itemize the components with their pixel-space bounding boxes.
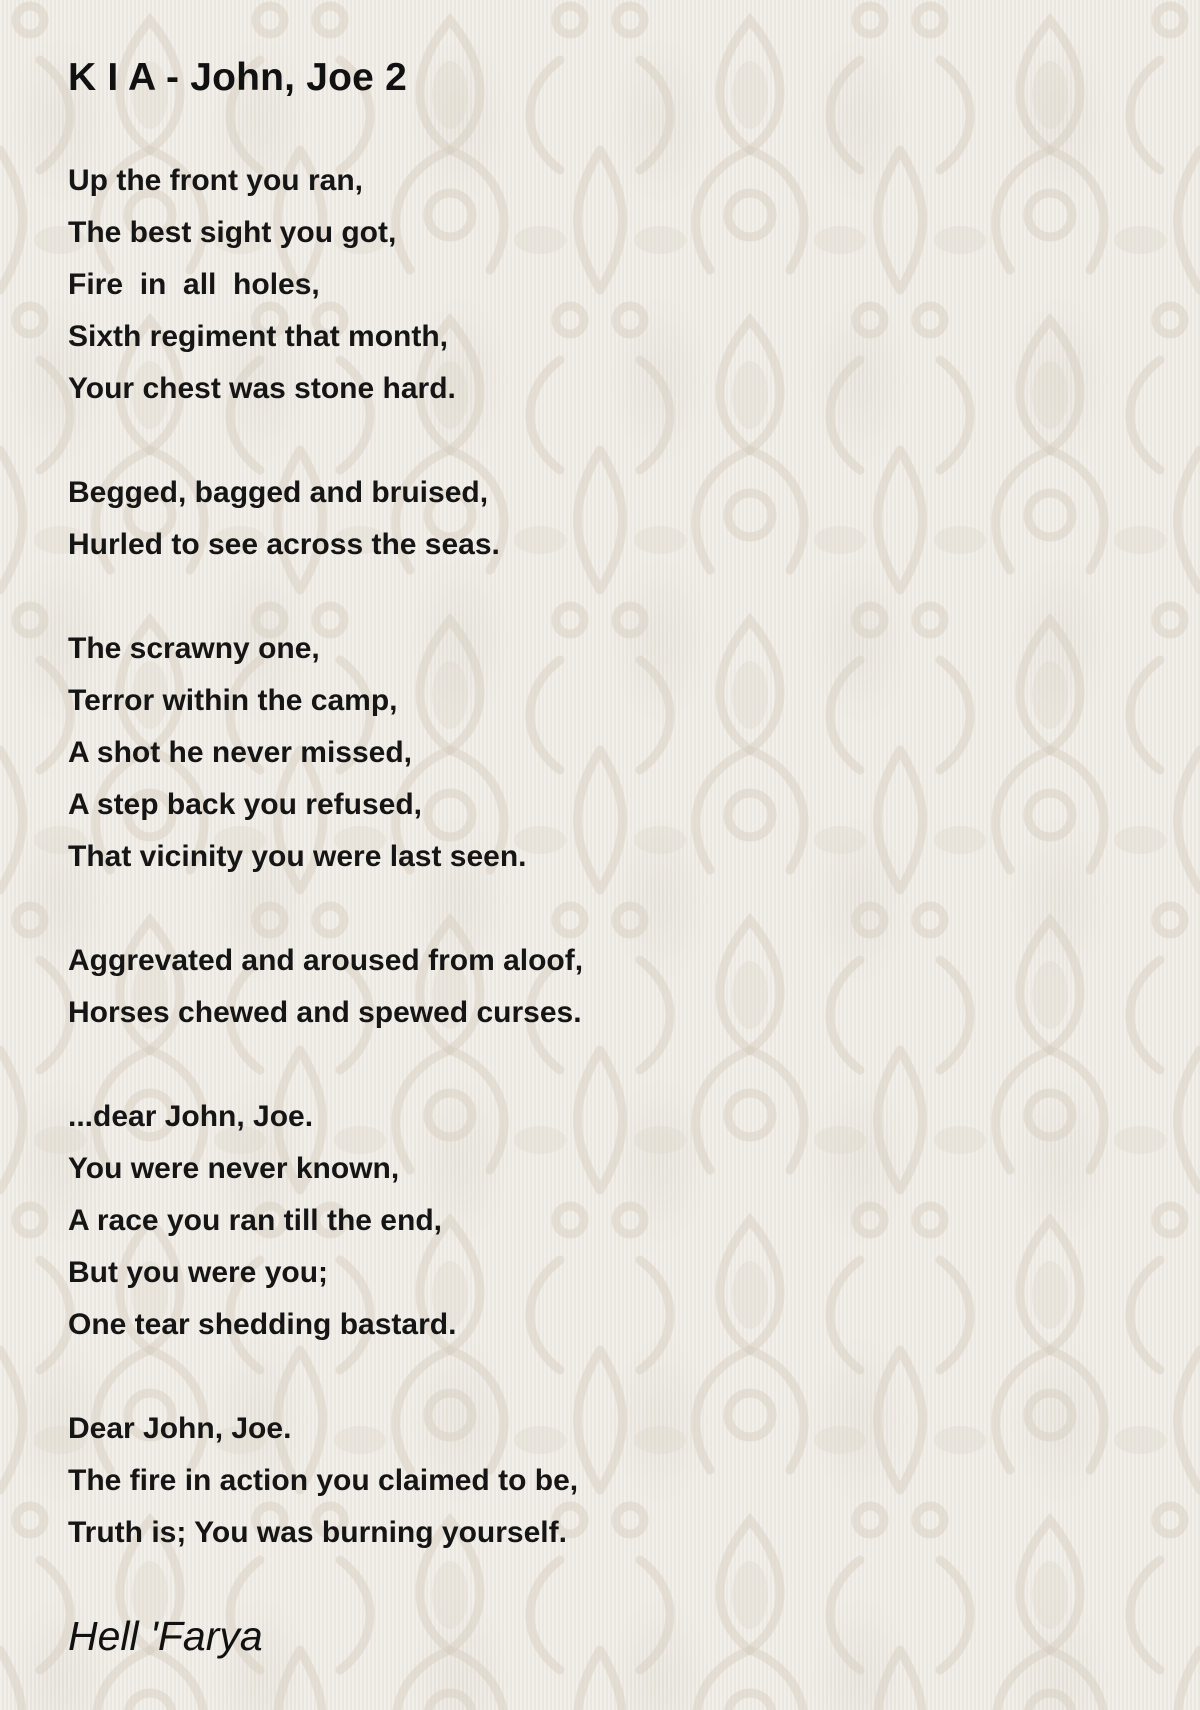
poem-line: Up the front you ran, <box>68 164 363 197</box>
stanza <box>68 155 1068 415</box>
poem-line: Truth is; You was burning yourself. <box>68 1516 567 1549</box>
stanza <box>68 935 1068 1039</box>
poem-line: Begged, bagged and bruised, <box>68 476 489 509</box>
poem-line: One tear shedding bastard. <box>68 1308 457 1341</box>
poem-line: That vicinity you were last seen. <box>68 840 527 873</box>
poem-line: But you were you; <box>68 1256 329 1289</box>
poem-line: You were never known, <box>68 1152 400 1185</box>
poem-line: Horses chewed and spewed curses. <box>68 996 582 1029</box>
poem-line: The scrawny one, <box>68 632 320 665</box>
poem-line: A step back you refused, <box>68 788 422 821</box>
poem-line: Your chest was stone hard. <box>68 372 456 405</box>
stanza <box>68 467 1068 571</box>
poem-title: K I A - John, Joe 2 <box>68 56 407 99</box>
poem-line: Hurled to see across the seas. <box>68 528 500 561</box>
poem-line: The fire in action you claimed to be, <box>68 1464 579 1497</box>
stanza <box>68 1091 1068 1351</box>
poem-line: ...dear John, Joe. <box>68 1100 314 1133</box>
poem-line: A shot he never missed, <box>68 736 413 769</box>
poem-author: Hell 'Farya <box>68 1613 263 1659</box>
poem-body <box>68 155 1068 1611</box>
poem-line: The best sight you got, <box>68 216 397 249</box>
poem-line: Sixth regiment that month, <box>68 320 449 353</box>
poem-line: Aggrevated and aroused from aloof, <box>68 944 584 977</box>
poem-line: Terror within the camp, <box>68 684 398 717</box>
poem-line: A race you ran till the end, <box>68 1204 442 1237</box>
poem-line: Dear John, Joe. <box>68 1412 292 1445</box>
stanza <box>68 623 1068 883</box>
stanza <box>68 1403 1068 1559</box>
poem-line: Fire in all holes, <box>68 268 320 301</box>
